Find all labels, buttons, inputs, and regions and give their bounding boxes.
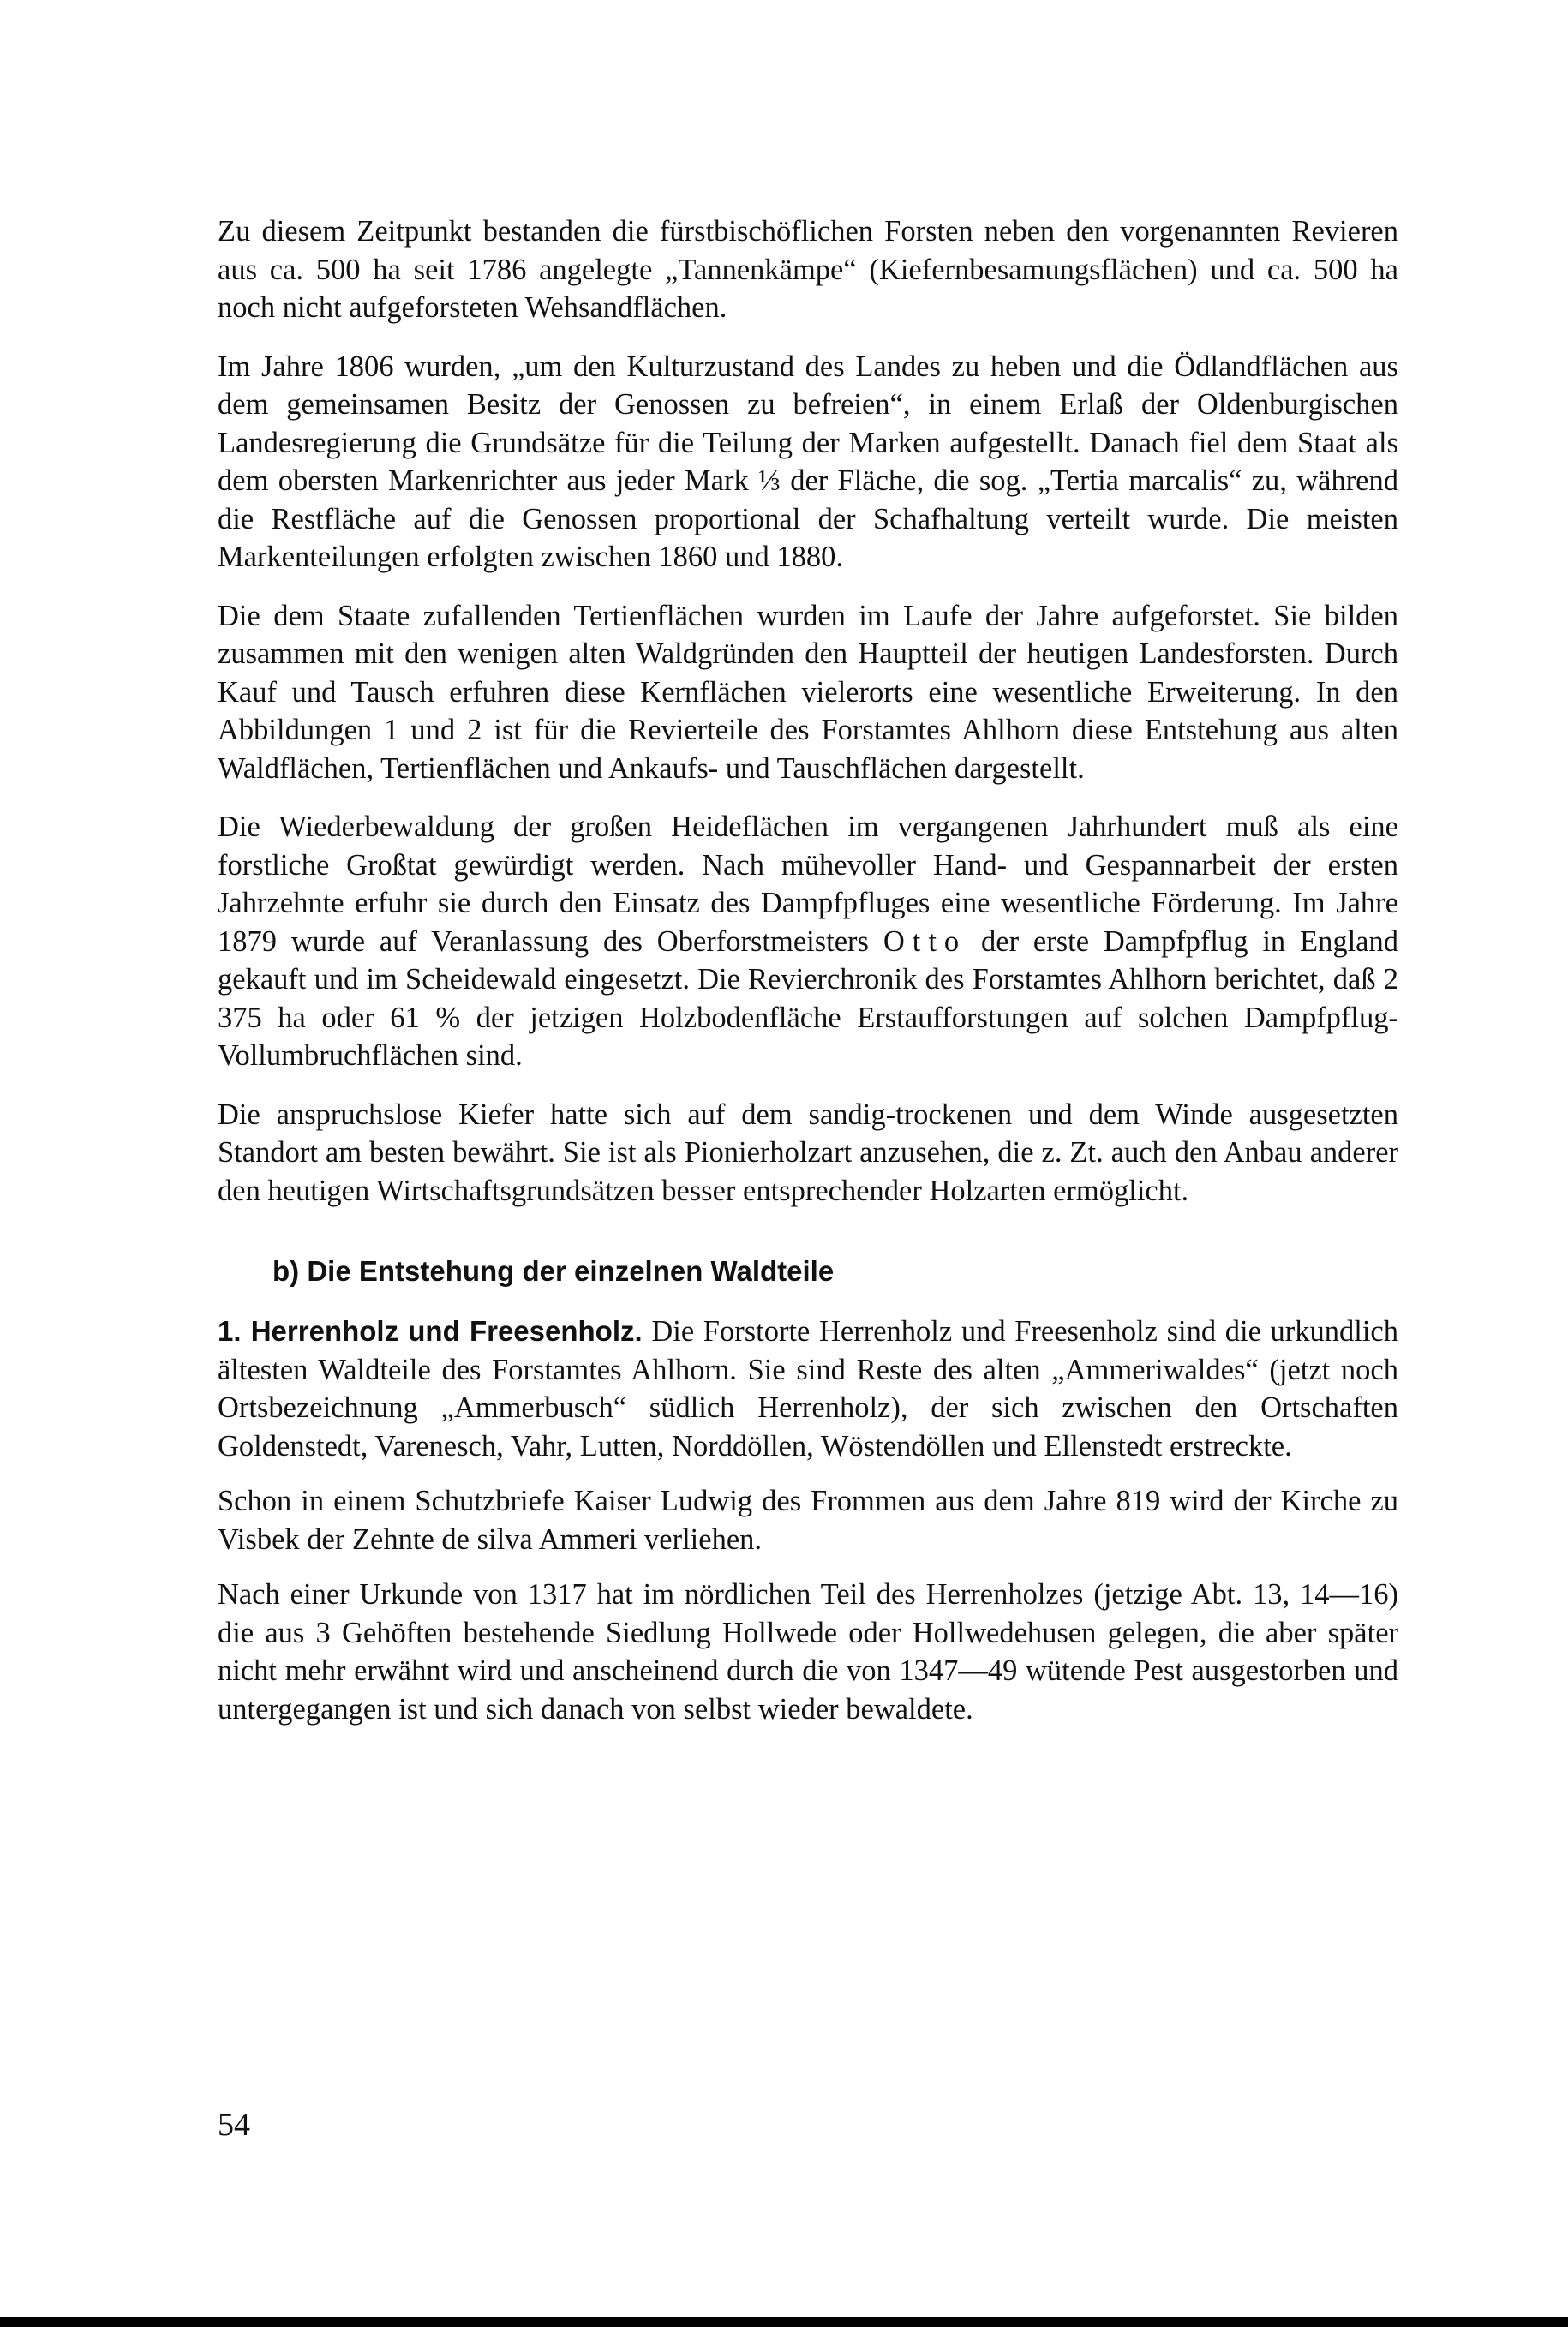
paragraph-tertienflaechen: Die dem Staate zufallenden Tertienflächen wurden im Laufe der Jahre aufgeforstet. Sie bilden zusammen mit den wenigen alten Waldgründen den Hauptteil der heutigen Landesforsten. Durch Kauf und Tausch erfuhren diese Kernflächen vielerorts eine wesentliche Erweiterung. In den Abbildungen 1 und 2 ist für die Revierteile des Forstamtes Ahlhorn diese Entstehung aus alten Waldflächen, Tertienflächen und Ankaufs- und Tauschflächen dargestellt. (218, 599, 1398, 785)
paragraph-urkunde: Nach einer Urkunde von 1317 hat im nördlichen Teil des Herrenholzes (jetzige Abt. 13, 14—16) die aus 3 Gehöften bestehende Siedlung Hollwede oder Hollwedehusen gelegen, die aber später nicht mehr erwähnt wird und anscheinend durch die von 1347—49 wütende Pest ausgestorben und untergegangen ist und sich danach von selbst wieder bewaldete. (218, 1578, 1398, 1726)
person-name-otto: Otto (883, 924, 967, 958)
paragraph-herrenholz (218, 1313, 1398, 1465)
paragraph-wiederbewaldung-part1: Die Wiederbewaldung der großen Heideflächen im vergangenen Jahrhundert muß als eine forstliche Großtat gewürdigt werden. Nach mühevoller Hand- und Gespannarbeit der ersten Jahrzehnte erfuhr sie durch den Einsatz des Dampfpfluges eine wesentliche Förderung. Im Jahre 1879 wurde auf Veranlassung des Oberforstmeisters (218, 811, 1398, 958)
paragraph-wiederbewaldung-part2: der erste Dampfpflug in England gekauft und im Scheidewald eingesetzt. Die Revierchronik des Forstamtes Ahlhorn berichtet, daß 2 375 ha oder 61 % der jetzigen Holzbodenfläche Erstaufforstungen auf solchen Dampfpflug-Vollumbruchflächen sind. (218, 924, 1398, 1072)
bottom-edge-rule (0, 2317, 1568, 2327)
subsection-lead: 1. Herrenholz und Freesenholz. (218, 1315, 643, 1347)
paragraph-herrenholz-text: Die Forstorte Herrenholz und Freesenholz sind die urkundlich ältesten Waldteile des Forstamtes Ahlhorn. Sie sind Reste des alten „Ammeriwaldes“ (jetzt noch Ortsbezeichnung „Ammerbusch“ südlich Herrenholz), der sich zwischen den Ortschaften Goldenstedt, Varenesch, Vahr, Lutten, Norddöllen, Wöstendöllen und Ellenstedt erstreckte. (218, 1315, 1398, 1463)
page-body (218, 212, 1398, 1745)
section-heading: b) Die Entstehung der einzelnen Waldteile (272, 1255, 835, 1287)
paragraph-markenteilung: Im Jahre 1806 wurden, „um den Kulturzustand des Landes zu heben und die Ödlandflächen aus dem gemeinsamen Besitz der Genossen zu befreien“, in einem Erlaß der Oldenburgischen Landesregierung die Grundsätze für die Teilung der Marken aufgestellt. Danach fiel dem Staat als dem obersten Markenrichter aus jeder Mark ⅓ der Fläche, die sog. „Tertia marcalis“ zu, während die Restfläche auf die Genossen proportional der Schafhaltung verteilt wurde. Die meisten Markenteilungen erfolgten zwischen 1860 und 1880. (218, 350, 1398, 573)
paragraph-forsten: Zu diesem Zeitpunkt bestanden die fürstbischöflichen Forsten neben den vorgenannten Revieren aus ca. 500 ha seit 1786 angelegte „Tannenkämpe“ (Kiefernbesamungsflächen) und ca. 500 ha noch nicht aufgeforsteten Wehsandflächen. (218, 215, 1398, 324)
paragraph-schutzbrief: Schon in einem Schutzbriefe Kaiser Ludwig des Frommen aus dem Jahre 819 wird der Kirche zu Visbek der Zehnte de silva Ammeri verliehen. (218, 1485, 1398, 1556)
paragraph-wiederbewaldung (218, 808, 1398, 1075)
page-number: 54 (218, 2107, 250, 2143)
paragraph-kiefer: Die anspruchslose Kiefer hatte sich auf dem sandig-trockenen und dem Winde ausgesetzten Standort am besten bewährt. Sie ist als Pionierholzart anzusehen, die z. Zt. auch den Anbau anderer den heutigen Wirtschaftsgrundsätzen besser entsprechender Holzarten ermöglicht. (218, 1098, 1398, 1207)
